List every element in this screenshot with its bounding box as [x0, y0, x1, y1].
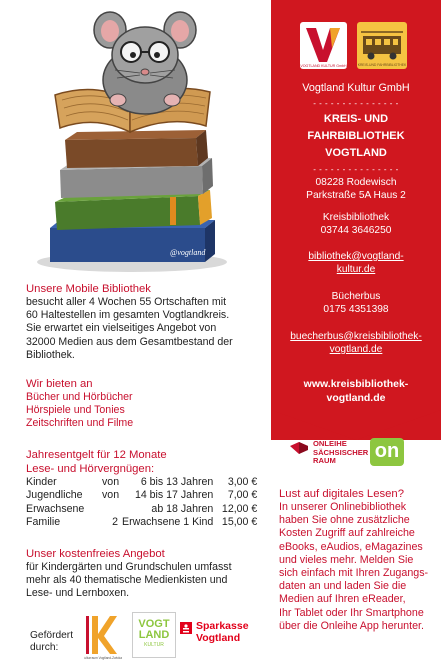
org-name: Vogtland Kultur GmbH	[302, 82, 410, 94]
library-title-line-3: VOGTLAND	[325, 147, 387, 159]
fee-row: Kinder von 6 bis 13 Jahren 3,00 €	[26, 476, 258, 488]
rat-reading-books-illustration	[20, 0, 245, 275]
contact-panel-tip	[271, 410, 441, 440]
buecherbus-email[interactable]: buecherbus@kreisbibliothek- vogtland.de	[290, 331, 422, 355]
buecherbus-phone: 0175 4351398	[323, 304, 389, 315]
digital-reading-title: Lust auf digitales Lesen?	[279, 488, 404, 500]
fee-row: Familie 2 Erwachsene 1 Kind 15,00 €	[26, 516, 258, 529]
offer-title: Wir bieten an	[26, 378, 93, 390]
divider-top: - - - - - - - - - - - - - - -	[313, 99, 399, 108]
sparkasse-logo-text: Sparkasse Vogtland	[196, 620, 249, 644]
library-title-line-2: FAHRBIBLIOTHEK	[307, 130, 405, 142]
kreisbibliothek-label: Kreisbibliothek	[322, 212, 390, 223]
divider-bottom: - - - - - - - - - - - - - - -	[313, 165, 399, 174]
svg-text:VOGTLAND KULTUR GmbH: VOGTLAND KULTUR GmbH	[300, 64, 347, 68]
onleihe-logo-text: ONLEIHE SÄCHSISCHER RAUM	[313, 439, 369, 466]
svg-text:Kulturraum Vogtland-Zwickau: Kulturraum Vogtland-Zwickau	[84, 656, 122, 660]
svg-text:KREIS-UND FAHRBIBLIOTHEK: KREIS-UND FAHRBIBLIOTHEK	[357, 63, 407, 67]
address-line-1: 08228 Rodewisch	[315, 177, 397, 188]
vogtland-kultur-logo	[300, 22, 347, 69]
onleihe-book-icon	[288, 440, 306, 458]
free-offer-description: für Kindergärten und Grundschulen umfasst mehr als 40 thematische Medienkisten und Lese- und Lernboxen.	[26, 561, 232, 600]
kreisbibliothek-email[interactable]: bibliothek@vogtland- kultur.de	[308, 251, 404, 275]
onleihe-on-logo: on	[370, 438, 404, 466]
vogtland-kultur-sponsor-logo: VOGT LAND KULTUR	[132, 612, 176, 658]
website-link[interactable]: www.kreisbibliothek- vogtland.de	[303, 378, 409, 404]
fee-row: Erwachsene ab 18 Jahren 12,00 €	[26, 502, 258, 515]
mobile-library-title: Unsere Mobile Bibliothek	[26, 283, 151, 295]
kreisbibliothek-phone: 03744 3646250	[320, 225, 392, 236]
buecherbus-label: Bücherbus	[331, 291, 381, 302]
sparkasse-icon	[180, 622, 192, 634]
fee-row: Jugendliche von 14 bis 17 Jahren 7,00 €	[26, 489, 258, 502]
mobile-library-description: besucht aller 4 Wochen 55 Ortschaften mit 60 Haltestellen im gesamten Vogtlandkreis. Sie erwartet ein vielseitiges Angebot von 32000 Medien aus dem Gesamtbestand der Bibliothek.	[26, 296, 233, 361]
fahrbibliothek-logo	[357, 22, 407, 69]
kulturraum-logo	[84, 612, 122, 660]
address-line-2: Parkstraße 5A Haus 2	[306, 190, 406, 201]
fees-table	[26, 476, 257, 530]
offer-list: Bücher und Hörbücher Hörspiele und Tonies Zeitschriften und Filme	[26, 391, 134, 430]
fees-title: Jahresentgelt für 12 Monate Lese- und Hörvergnügen:	[26, 449, 167, 475]
library-title-line-1: KREIS- UND	[323, 113, 389, 125]
svg-text:@vogtland: @vogtland	[170, 248, 206, 257]
free-offer-title: Unser kostenfreies Angebot	[26, 548, 165, 560]
digital-reading-description: In unserer Onlinebibliothek haben Sie ohne zusätzliche Kosten Zugriff auf zahlreiche eBooks, eAudios, eMagazines und vieles mehr. Melden Sie sich einfach mit Ihren Zugangs- daten an und laden Sie die Medien auf Ihren eReader, Ihr Tablet oder Ihr Smartphone über die Onleihe App herunter.	[279, 501, 429, 632]
sponsors-label: Gefördert durch:	[30, 630, 74, 653]
